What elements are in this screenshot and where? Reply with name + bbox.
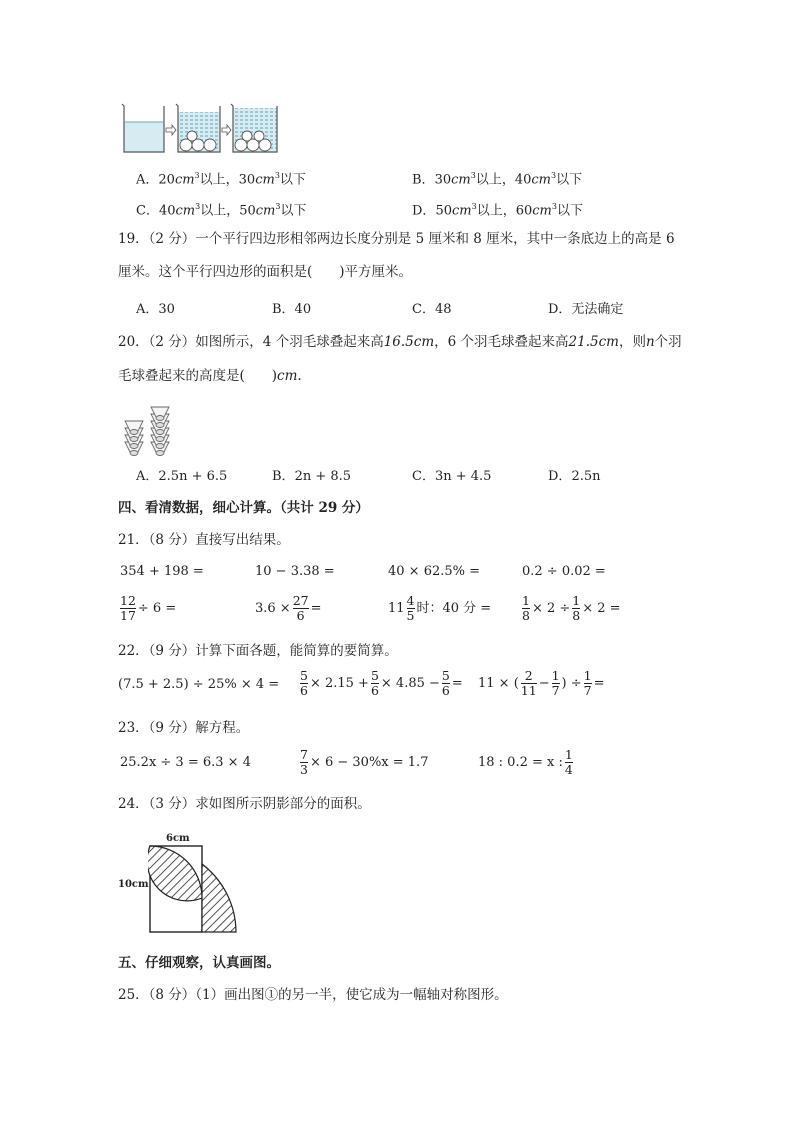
q18-option-d[interactable]: D．$50cm^3$以上，$60cm^3$以下 — [412, 202, 583, 219]
q20-option-b[interactable]: B．2n + 8.5 — [272, 469, 352, 484]
arrow-right-icon — [166, 125, 176, 135]
q18-option-a[interactable]: A．$20cm^3$以上，$30cm^3$以下 — [136, 171, 306, 188]
q21-title: 21．（8 分）直接写出结果。 — [118, 532, 290, 548]
q20-text-line2: 毛球叠起来的高度是( )cm. — [118, 368, 302, 384]
q25-title: 25．（8 分）（1）画出图①的另一半，使它成为一幅轴对称图形。 — [118, 987, 508, 1003]
q24-shaded-area-figure — [148, 844, 242, 934]
q24-height-label: 10cm — [118, 879, 149, 890]
q21-expr-6: 3.6 × $\frac{27}{6}$ = — [255, 593, 322, 623]
q22-expr-3: 11 × ( $\frac{2}{11}$ − $\frac{1}{7}$ ) ÷ $\frac{1}{7}$ = — [478, 668, 605, 698]
q18-option-b[interactable]: B．$30cm^3$以上，$40cm^3$以下 — [412, 171, 583, 188]
q21-expr-4: 0.2 ÷ 0.02 = — [522, 564, 606, 579]
q19-option-a[interactable]: A．30 — [136, 302, 175, 317]
q18-option-c[interactable]: C．$40cm^3$以上，$50cm^3$以下 — [136, 202, 307, 219]
q19-option-b[interactable]: B．40 — [272, 302, 312, 317]
q21-expr-8: $\frac{1}{8}$ × 2 ÷ $\frac{1}{8}$ × 2 = — [522, 593, 621, 623]
beaker-empty-icon — [122, 104, 164, 152]
q22-title: 22．（9 分）计算下面各题，能简算的要简算。 — [118, 643, 398, 659]
q22-expr-2: $\frac{5}{6}$ × 2.15 + $\frac{5}{6}$ × 4.85 − $\frac{5}{6}$ = — [300, 668, 463, 698]
beaker-more-balls-icon — [231, 104, 277, 152]
q21-expr-7: 11 $\frac{4}{5}$ 时：40 分 = — [388, 593, 492, 623]
q20-option-d[interactable]: D．2.5n — [548, 469, 601, 484]
q20-option-c[interactable]: C．3n + 4.5 — [412, 469, 492, 484]
q21-expr-1: 354 + 198 = — [120, 564, 204, 579]
q22-expr-1: (7.5 + 2.5) ÷ 25% × 4 = — [118, 677, 280, 692]
beaker-illustration — [120, 102, 285, 154]
q20-option-a[interactable]: A．2.5n + 6.5 — [136, 469, 228, 484]
q21-expr-2: 10 − 3.38 = — [255, 564, 335, 579]
q19-option-d[interactable]: D．无法确定 — [548, 302, 624, 317]
q20-text-line1: 20．（2 分）如图所示，4 个羽毛球叠起来高16.5cm，6 个羽毛球叠起来高21.5cm，则n个羽 — [118, 334, 682, 350]
q21-expr-3: 40 × 62.5% = — [388, 564, 481, 579]
q23-equation-1: 25.2x ÷ 3 = 6.3 × 4 — [120, 755, 251, 770]
section-5-heading: 五、仔细观察，认真画图。 — [118, 955, 280, 971]
q21-expr-5: $\frac{12}{17}$ ÷ 6 = — [120, 593, 177, 623]
q23-equation-3: 18 : 0.2 = x : $\frac{1}{4}$ — [478, 747, 573, 777]
beaker-balls-icon — [176, 104, 220, 152]
section-4-heading: 四、看清数据，细心计算。（共计 29 分） — [118, 500, 369, 516]
q23-title: 23．（9 分）解方程。 — [118, 720, 250, 736]
q19-option-c[interactable]: C．48 — [412, 302, 452, 317]
q23-equation-2: $\frac{7}{3}$ × 6 − 30%x = 1.7 — [300, 747, 429, 777]
shuttlecock-stack-illustration — [120, 402, 182, 456]
q24-title: 24．（3 分）求如图所示阴影部分的面积。 — [118, 796, 371, 812]
q19-text-line2: 厘米。这个平行四边形的面积是( )平方厘米。 — [118, 264, 413, 280]
q24-width-label: 6cm — [166, 833, 190, 844]
arrow-right-icon — [222, 125, 231, 135]
q19-text-line1: 19．（2 分）一个平行四边形相邻两边长度分别是 5 厘米和 8 厘米，其中一条底边上的高是 6 — [118, 231, 675, 247]
